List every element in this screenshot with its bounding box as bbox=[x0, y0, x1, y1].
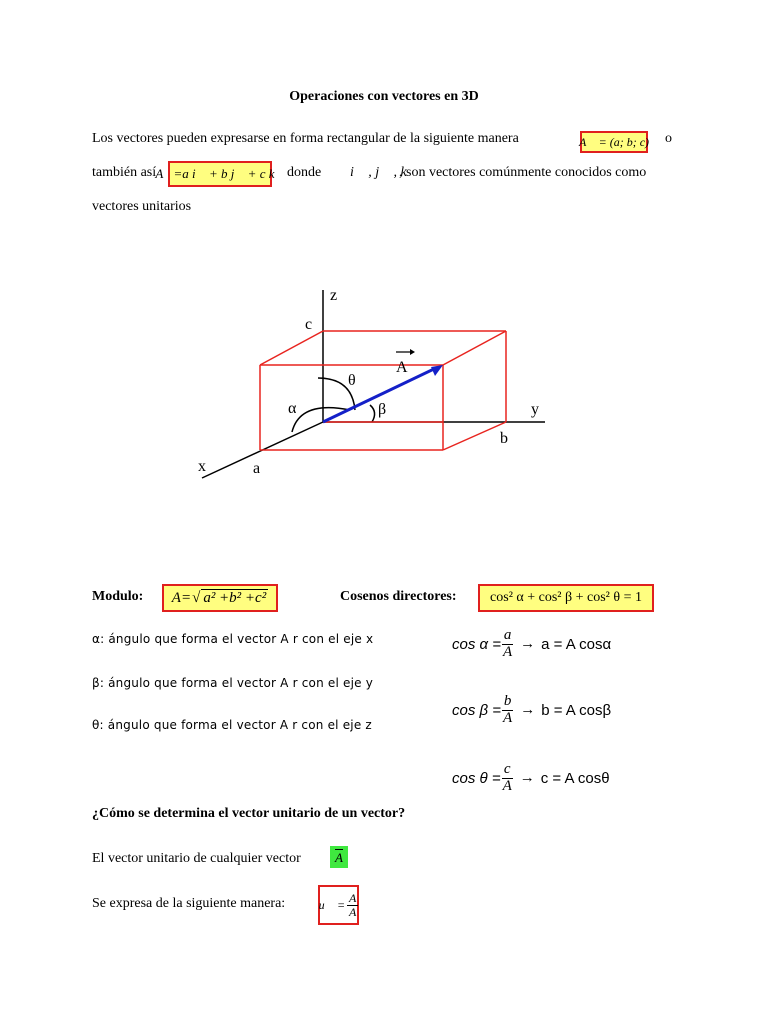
unit-formula-num: A bbox=[349, 890, 357, 905]
theta-label: θ bbox=[348, 372, 356, 389]
cos-beta-arrow: → bbox=[520, 701, 536, 718]
donde-text: donde bbox=[287, 165, 322, 180]
unit-formula-den: A bbox=[349, 904, 357, 919]
unit-vector-line-2: Se expresa de la siguiente manera: bbox=[92, 896, 286, 911]
cos-alpha-num: a bbox=[503, 627, 512, 643]
modulo-label: Modulo: bbox=[92, 589, 144, 604]
cosenos-formula: cos² α + cos² β + cos² θ = 1 bbox=[478, 584, 654, 612]
cos-theta-lhs: cos θ = bbox=[452, 769, 501, 787]
beta-label: β bbox=[378, 401, 387, 418]
vector-unit-sum-box: A⃗=a i⃗ + b j⃗ + c k⃗ bbox=[168, 161, 272, 187]
vector-a-label: A bbox=[396, 359, 408, 376]
intro-line-1: Los vectores pueden expresarse en forma rectangular de la siguiente manera bbox=[92, 131, 519, 146]
cos-beta-den: A bbox=[503, 709, 513, 726]
cos-theta-formula bbox=[452, 762, 610, 795]
a-label: a bbox=[253, 460, 261, 477]
b-label: b bbox=[500, 430, 508, 447]
unit-vector-formula bbox=[318, 885, 359, 925]
cos-alpha-formula bbox=[452, 628, 611, 661]
intro-line-3: vectores unitarios bbox=[92, 199, 192, 214]
cos-beta-result: b = A cosβ bbox=[541, 701, 612, 719]
vector-components-box: A⃗ = (a; b; c) bbox=[580, 131, 648, 153]
cos-alpha-den: A bbox=[503, 643, 513, 660]
intro-line-2-start: también así bbox=[92, 165, 157, 180]
cosenos-label: Cosenos directores: bbox=[340, 589, 457, 604]
modulo-formula bbox=[162, 584, 278, 612]
c-label: c bbox=[305, 316, 313, 333]
ijk-vectors: i⃗ , j⃗ , k⃗ bbox=[350, 165, 418, 180]
unit-vector-heading: ¿Cómo se determina el vector unitario de un vector? bbox=[92, 806, 406, 821]
vector-a-highlight bbox=[330, 846, 348, 868]
y-label: y bbox=[531, 401, 539, 418]
cos-beta-lhs: cos β = bbox=[452, 701, 502, 719]
x-label: x bbox=[198, 458, 206, 475]
intro-line-1-end: o bbox=[665, 131, 672, 146]
cos-beta-formula bbox=[452, 694, 611, 727]
cos-theta-den: A bbox=[502, 777, 512, 794]
sqrt-symbol: √ bbox=[192, 589, 201, 606]
modulo-radicand: a² +b² +c² bbox=[203, 590, 267, 606]
beta-arc bbox=[370, 405, 375, 422]
alpha-description: α: ángulo que forma el vector A r con el eje x bbox=[92, 632, 374, 646]
cos-theta-arrow: → bbox=[519, 769, 535, 786]
cos-theta-result: c = A cosθ bbox=[540, 769, 610, 787]
alpha-arc bbox=[292, 408, 350, 432]
page-title: Operaciones con vectores en 3D bbox=[289, 89, 479, 104]
cos-theta-num: c bbox=[503, 761, 511, 777]
beta-description: β: ángulo que forma el vector A r con el eje y bbox=[92, 676, 374, 690]
intro-line-2-end: , son vectores comúnmente conocidos como bbox=[399, 165, 647, 180]
z-label: z bbox=[330, 287, 338, 304]
theta-description: θ: ángulo que forma el vector A r con el eje z bbox=[92, 718, 372, 732]
unit-vector-symbol: A bbox=[335, 849, 343, 865]
alpha-label: α bbox=[288, 400, 297, 417]
unit-vector-line-1: El vector unitario de cualquier vector bbox=[92, 851, 301, 866]
cos-alpha-result: a = A cosα bbox=[541, 635, 612, 653]
modulo-lhs: A= bbox=[171, 589, 192, 606]
unit-formula-lhs: u⃗ = bbox=[318, 897, 346, 912]
cos-alpha-arrow: → bbox=[520, 635, 536, 652]
vector-a-arrowhead bbox=[431, 365, 443, 376]
rectangular-box bbox=[260, 331, 506, 450]
cos-alpha-lhs: cos α = bbox=[452, 635, 501, 653]
cos-beta-num: b bbox=[503, 693, 512, 709]
